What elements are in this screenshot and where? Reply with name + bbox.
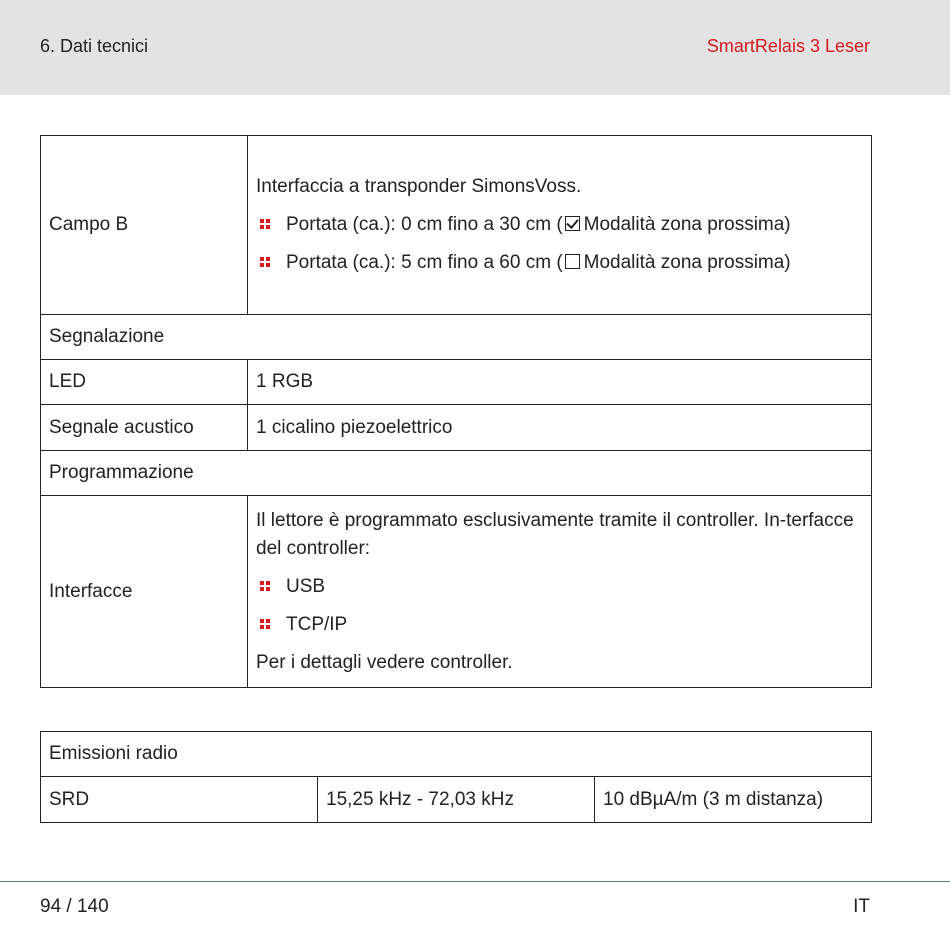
bullet-text-post: Modalità zona prossima) <box>583 214 791 235</box>
segnale-value: 1 cicalino piezoelettrico <box>248 405 872 451</box>
footer-divider <box>0 881 950 882</box>
interface-usb: USB <box>286 575 326 597</box>
bullet-icon <box>256 611 278 639</box>
list-item <box>256 211 863 239</box>
bullet-icon <box>256 573 278 601</box>
section-title: 6. Dati tecnici <box>40 36 149 56</box>
page-number: 94 / 140 <box>40 896 109 917</box>
table-row <box>41 732 872 777</box>
bullet-text-pre: Portata (ca.): 5 cm fino a 60 cm ( <box>286 252 563 273</box>
led-label: LED <box>41 360 248 405</box>
section-segnalazione: Segnalazione <box>41 315 872 360</box>
page-header <box>0 0 950 95</box>
table-row <box>41 777 872 823</box>
bullet-text-post: Modalità zona prossima) <box>583 252 791 273</box>
interfacce-outro: Per i dettagli vedere controller. <box>256 651 513 673</box>
srd-field-strength: 10 dBµA/m (3 m distanza) <box>595 777 872 823</box>
language-code: IT <box>853 896 870 917</box>
table-row <box>41 136 872 315</box>
campo-b-label: Campo B <box>41 136 248 315</box>
bullet-text-pre: Portata (ca.): 0 cm fino a 30 cm ( <box>286 214 563 235</box>
table-row <box>41 496 872 688</box>
interface-tcpip: TCP/IP <box>286 613 348 635</box>
radio-table <box>40 731 872 823</box>
checkbox-unchecked-icon <box>565 254 580 269</box>
bullet-icon <box>256 249 278 277</box>
specs-table <box>40 135 872 688</box>
product-title: SmartRelais 3 Leser <box>706 36 870 56</box>
table-row <box>41 360 872 405</box>
bullet-icon <box>256 211 278 239</box>
checkbox-checked-icon <box>565 216 580 231</box>
list-item <box>256 573 863 601</box>
campo-b-intro: Interfaccia a transponder SimonsVoss. <box>256 176 582 197</box>
list-item <box>256 249 863 277</box>
list-item <box>256 611 863 639</box>
radio-heading: Emissioni radio <box>41 732 872 777</box>
interfacce-label: Interfacce <box>41 496 248 688</box>
srd-label: SRD <box>41 777 318 823</box>
table-row <box>41 405 872 451</box>
segnale-label: Segnale acustico <box>41 405 248 451</box>
table-row <box>41 451 872 496</box>
interfacce-cell <box>248 496 872 688</box>
led-value: 1 RGB <box>248 360 872 405</box>
interfacce-intro: Il lettore è programmato esclusivamente tramite il controller. In-terfacce del controller: <box>256 509 854 559</box>
table-row <box>41 315 872 360</box>
srd-frequency: 15,25 kHz - 72,03 kHz <box>318 777 595 823</box>
section-programmazione: Programmazione <box>41 451 872 496</box>
campo-b-cell <box>248 136 872 315</box>
